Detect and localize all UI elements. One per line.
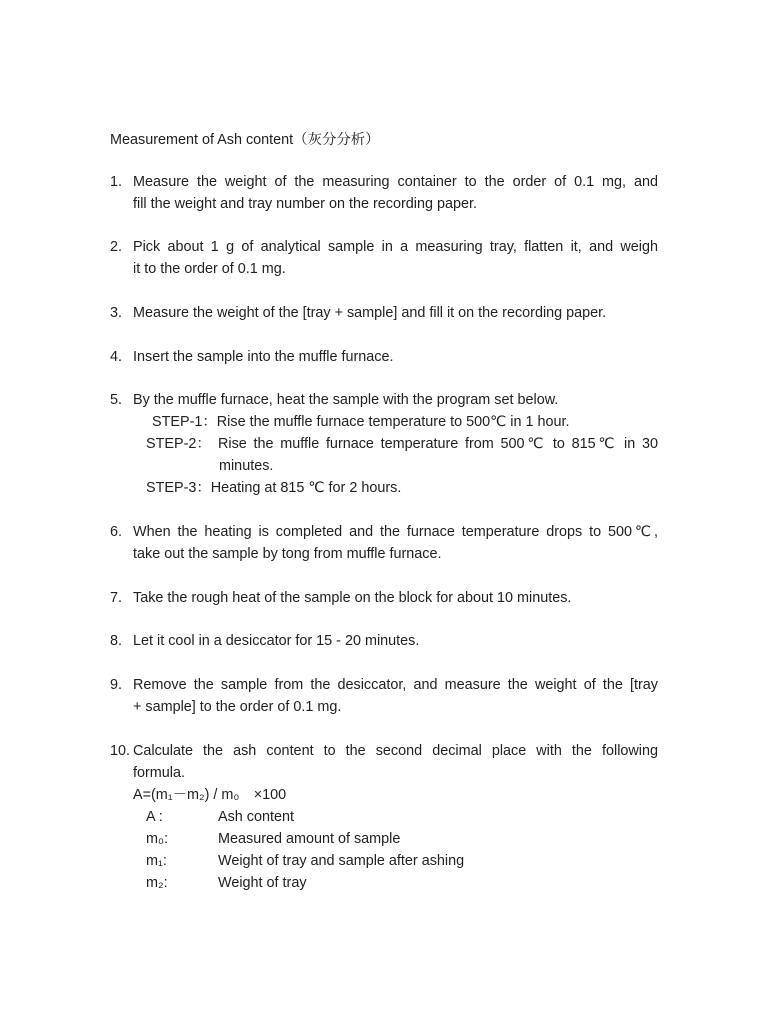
step-2-continued bbox=[219, 455, 273, 477]
symbol-description: Measured amount of sample bbox=[218, 831, 401, 847]
item-number: 6. bbox=[110, 524, 123, 540]
item-text bbox=[133, 302, 658, 324]
formula: A=(m₁－m₂) / m₀ ×100 bbox=[133, 787, 287, 803]
list-item bbox=[110, 630, 658, 652]
item-line: it to the order of 0.1 mg. bbox=[133, 261, 286, 277]
list-item bbox=[110, 302, 658, 324]
item-number: 8. bbox=[110, 633, 123, 649]
item-line: fill the weight and tray number on the recording paper. bbox=[133, 196, 477, 212]
symbol-description: Ash content bbox=[218, 809, 295, 825]
symbol-label: m₀: bbox=[146, 831, 168, 847]
item-line: Insert the sample into the muffle furnace. bbox=[133, 349, 394, 365]
list-item bbox=[110, 740, 658, 784]
item-line: formula. bbox=[133, 765, 185, 781]
list-item bbox=[110, 521, 658, 565]
list-item bbox=[110, 587, 658, 609]
item-number: 7. bbox=[110, 590, 123, 606]
step-3 bbox=[146, 477, 401, 499]
item-text bbox=[133, 171, 658, 215]
step-label: STEP-1： bbox=[152, 414, 217, 430]
item-line: Remove the sample from the desiccator, and measure the weight of the [tray bbox=[133, 677, 658, 693]
item-line: When the heating is completed and the furnace temperature drops to 500℃, bbox=[133, 524, 658, 540]
item-line: Measure the weight of the measuring container to the order of 0.1 mg, and bbox=[133, 174, 658, 190]
item-number: 9. bbox=[110, 677, 123, 693]
step-text: minutes. bbox=[219, 458, 274, 474]
item-text bbox=[133, 346, 658, 368]
item-line: + sample] to the order of 0.1 mg. bbox=[133, 699, 342, 715]
item-line: Take the rough heat of the sample on the block for about 10 minutes. bbox=[133, 590, 572, 606]
item-line: Let it cool in a desiccator for 15 - 20 minutes. bbox=[133, 633, 420, 649]
symbol-description: Weight of tray and sample after ashing bbox=[218, 853, 465, 869]
item-line: Calculate the ash content to the second decimal place with the following bbox=[133, 743, 658, 759]
item-number: 4. bbox=[110, 349, 123, 365]
item-text bbox=[133, 521, 658, 565]
item-line: take out the sample by tong from muffle furnace. bbox=[133, 546, 442, 562]
list-item bbox=[110, 389, 658, 411]
list-item bbox=[110, 171, 658, 215]
item-text bbox=[133, 630, 658, 652]
symbol-label: m₁: bbox=[146, 853, 167, 869]
list-item bbox=[110, 236, 658, 280]
item-text bbox=[133, 389, 658, 411]
document-title: Measurement of Ash content（灰分分析） bbox=[110, 132, 380, 148]
step-1 bbox=[152, 411, 569, 433]
step-text: Rise the muffle furnace temperature from 500℃ to 815℃ in 30 bbox=[218, 436, 658, 452]
item-number: 5. bbox=[110, 392, 123, 408]
symbol-label: A : bbox=[146, 809, 163, 825]
item-text bbox=[133, 674, 658, 718]
step-label: STEP-3： bbox=[146, 480, 211, 496]
step-text: Heating at 815 ℃ for 2 hours. bbox=[210, 480, 402, 496]
list-item bbox=[110, 346, 658, 368]
item-line: Pick about 1 g of analytical sample in a measuring tray, flatten it, and weigh bbox=[133, 239, 658, 255]
item-number: 1. bbox=[110, 174, 123, 190]
item-text bbox=[133, 740, 658, 784]
item-number: 10. bbox=[110, 743, 131, 759]
step-text: Rise the muffle furnace temperature to 500℃ in 1 hour. bbox=[216, 414, 570, 430]
item-number: 2. bbox=[110, 239, 123, 255]
symbol-label: m₂: bbox=[146, 875, 168, 891]
item-text bbox=[133, 236, 658, 280]
list-item bbox=[110, 674, 658, 718]
symbol-description: Weight of tray bbox=[218, 875, 307, 891]
item-line: Measure the weight of the [tray + sample] and fill it on the recording paper. bbox=[133, 305, 607, 321]
item-text bbox=[133, 587, 658, 609]
item-number: 3. bbox=[110, 305, 123, 321]
step-label: STEP-2： bbox=[146, 436, 211, 452]
item-line: By the muffle furnace, heat the sample with the program set below. bbox=[133, 392, 559, 408]
